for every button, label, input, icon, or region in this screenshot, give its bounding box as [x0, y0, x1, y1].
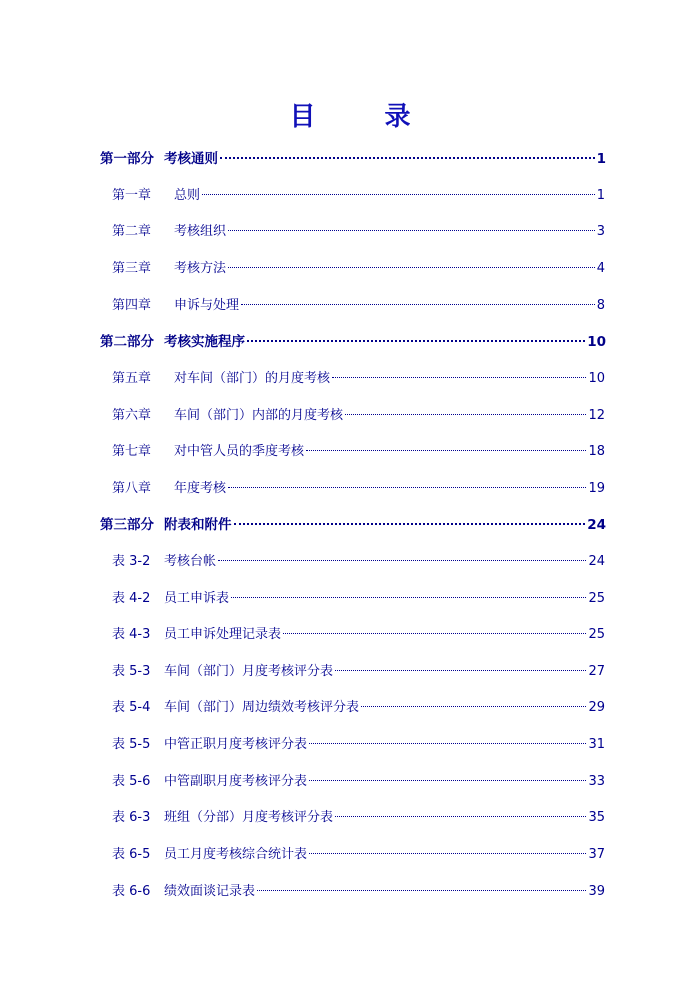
toc-entry-number: 表 6-3 — [112, 810, 151, 825]
toc-entry-page: 25 — [588, 591, 605, 606]
toc-entry-label: 员工月度考核综合统计表 — [164, 847, 308, 862]
toc-entry-chapter-8[interactable] — [112, 477, 605, 501]
toc-entry-label: 车间（部门）月度考核评分表 — [164, 664, 334, 679]
toc-entry-chapter-5[interactable] — [112, 367, 605, 391]
toc-entry-label: 绩效面谈记录表 — [164, 884, 256, 899]
toc-entry-number: 表 5-6 — [112, 774, 151, 789]
toc-entry-label: 员工申诉处理记录表 — [164, 627, 282, 642]
toc-entry-label: 考核通则 — [164, 151, 218, 167]
toc-entry-page: 1 — [596, 188, 605, 203]
toc-entry-chapter-4[interactable] — [112, 294, 605, 318]
dot-leader — [335, 670, 586, 671]
toc-entry-table-6-3[interactable] — [112, 806, 605, 830]
toc-entry-table-4-2[interactable] — [112, 587, 605, 611]
dot-leader — [231, 597, 586, 598]
toc-entry-number: 第一章 — [112, 188, 152, 203]
toc-entry-table-5-6[interactable] — [112, 770, 605, 794]
toc-entry-number: 表 5-4 — [112, 700, 151, 715]
toc-entry-label: 班组（分部）月度考核评分表 — [164, 810, 334, 825]
dot-leader — [228, 230, 595, 231]
toc-entry-number: 第五章 — [112, 371, 152, 386]
dot-leader — [241, 304, 595, 305]
toc-entry-chapter-1[interactable] — [112, 184, 605, 208]
toc-entry-label: 车间（部门）周边绩效考核评分表 — [164, 700, 360, 715]
toc-entry-part-1[interactable] — [100, 147, 606, 171]
toc-entry-page: 10 — [587, 334, 606, 350]
toc-entry-number: 表 5-5 — [112, 737, 151, 752]
toc-entry-number: 表 6-5 — [112, 847, 151, 862]
toc-entry-page: 39 — [588, 884, 605, 899]
toc-entry-table-4-3[interactable] — [112, 623, 605, 647]
dot-leader — [202, 194, 595, 195]
dot-leader — [228, 487, 586, 488]
toc-entry-table-6-5[interactable] — [112, 843, 605, 867]
dot-leader — [361, 706, 586, 707]
toc-entry-label: 对车间（部门）的月度考核 — [174, 371, 331, 386]
toc-entry-label: 中管副职月度考核评分表 — [164, 774, 308, 789]
toc-entry-number: 表 3-2 — [112, 554, 151, 569]
toc-entry-page: 24 — [587, 517, 606, 533]
toc-entry-page: 4 — [596, 261, 605, 276]
toc-entry-table-5-5[interactable] — [112, 733, 605, 757]
toc-entry-number: 第八章 — [112, 481, 152, 496]
toc-entry-label: 考核方法 — [174, 261, 227, 276]
toc-entry-page: 8 — [596, 298, 605, 313]
dot-leader — [332, 377, 586, 378]
dot-leader — [247, 340, 585, 342]
toc-entry-chapter-3[interactable] — [112, 257, 605, 281]
toc-entry-label: 总则 — [174, 188, 201, 203]
toc-entry-chapter-2[interactable] — [112, 220, 605, 244]
toc-entry-chapter-6[interactable] — [112, 404, 605, 428]
dot-leader — [309, 853, 586, 854]
dot-leader — [345, 414, 586, 415]
toc-entry-number: 表 4-2 — [112, 591, 151, 606]
dot-leader — [306, 450, 586, 451]
toc-entry-number: 第三章 — [112, 261, 152, 276]
dot-leader — [283, 633, 586, 634]
toc-entry-number: 第二部分 — [100, 334, 154, 350]
toc-entry-number: 第四章 — [112, 298, 152, 313]
toc-entry-table-6-6[interactable] — [112, 880, 605, 904]
toc-entry-page: 12 — [588, 408, 605, 423]
toc-entry-page: 33 — [588, 774, 605, 789]
toc-entry-number: 第三部分 — [100, 517, 154, 533]
toc-entry-label: 考核实施程序 — [164, 334, 245, 350]
toc-entry-part-3[interactable] — [100, 513, 606, 537]
toc-entry-label: 附表和附件 — [164, 517, 232, 533]
dot-leader — [309, 743, 586, 744]
toc-entry-number: 第六章 — [112, 408, 152, 423]
dot-leader — [228, 267, 595, 268]
toc-entry-number: 第一部分 — [100, 151, 154, 167]
toc-entry-chapter-7[interactable] — [112, 440, 605, 464]
dot-leader — [234, 523, 586, 525]
toc-entry-label: 车间（部门）内部的月度考核 — [174, 408, 344, 423]
dot-leader — [309, 780, 586, 781]
toc-entry-number: 表 5-3 — [112, 664, 151, 679]
toc-entry-label: 员工申诉表 — [164, 591, 230, 606]
toc-entry-table-3-2[interactable] — [112, 550, 605, 574]
dot-leader — [257, 890, 586, 891]
toc-entry-page: 10 — [588, 371, 605, 386]
toc-entry-page: 29 — [588, 700, 605, 715]
toc-entry-number: 第二章 — [112, 224, 152, 239]
toc-entry-part-2[interactable] — [100, 330, 606, 354]
toc-entry-label: 考核台帐 — [164, 554, 217, 569]
toc-entry-table-5-4[interactable] — [112, 696, 605, 720]
toc-entry-number: 表 6-6 — [112, 884, 151, 899]
toc-entry-number: 表 4-3 — [112, 627, 151, 642]
toc-entry-label: 申诉与处理 — [174, 298, 240, 313]
dot-leader — [335, 816, 586, 817]
toc-entry-label: 中管正职月度考核评分表 — [164, 737, 308, 752]
toc-entry-page: 25 — [588, 627, 605, 642]
toc-entry-label: 年度考核 — [174, 481, 227, 496]
toc-entry-page: 37 — [588, 847, 605, 862]
toc-entry-page: 27 — [588, 664, 605, 679]
toc-entry-label: 考核组织 — [174, 224, 227, 239]
dot-leader — [218, 560, 586, 561]
toc-entry-page: 35 — [588, 810, 605, 825]
toc-title: 目 录 — [289, 102, 441, 132]
toc-entry-page: 24 — [588, 554, 605, 569]
dot-leader — [220, 157, 595, 159]
toc-entry-label: 对中管人员的季度考核 — [174, 444, 305, 459]
toc-entry-page: 1 — [596, 151, 606, 167]
toc-entry-page: 3 — [596, 224, 605, 239]
toc-entry-table-5-3[interactable] — [112, 660, 605, 684]
toc-entry-page: 19 — [588, 481, 605, 496]
toc-entry-page: 18 — [588, 444, 605, 459]
toc-entry-number: 第七章 — [112, 444, 152, 459]
toc-entry-page: 31 — [588, 737, 605, 752]
